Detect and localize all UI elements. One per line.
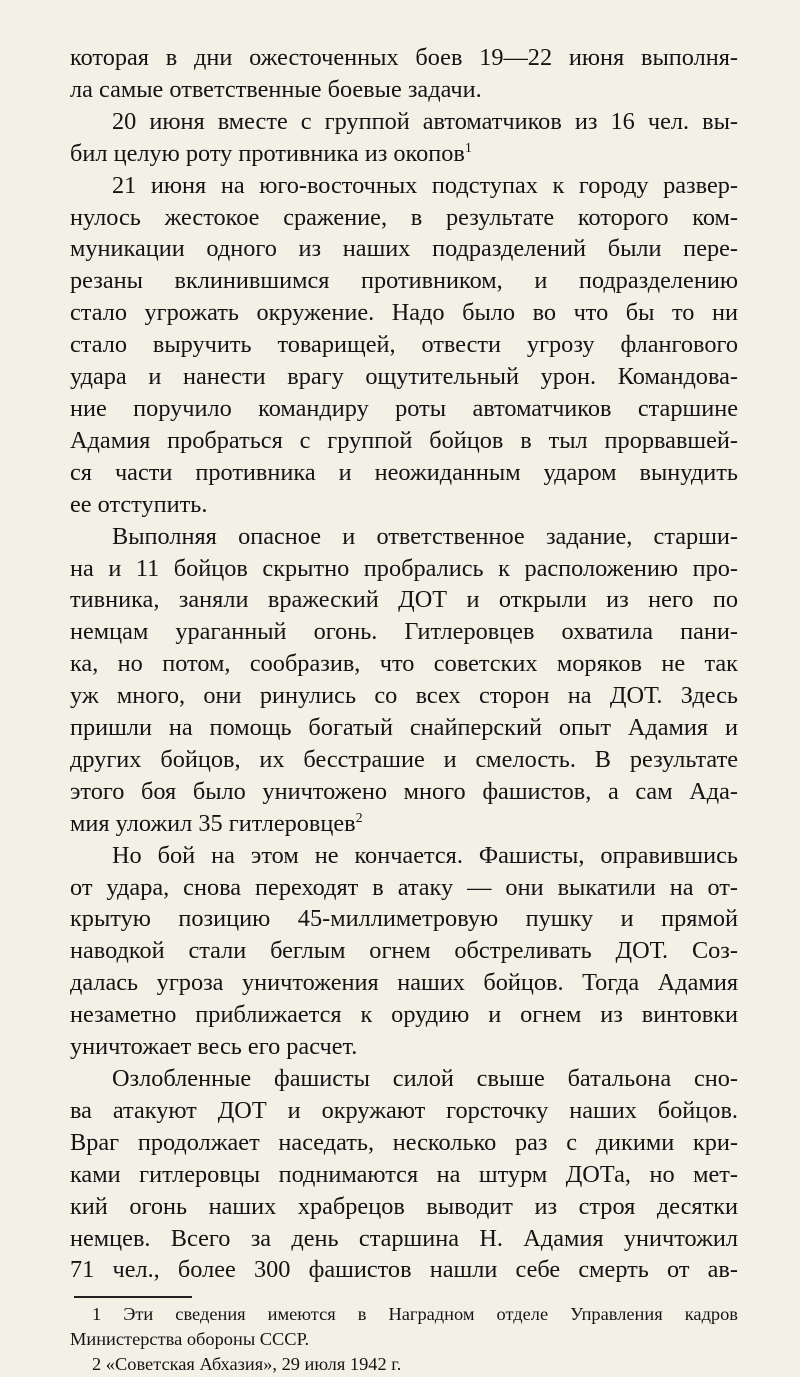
- body-line: [70, 648, 738, 680]
- text-line: крытую позицию 45-миллиметровую пушку и прямой: [70, 905, 738, 933]
- text-line: далась угроза уничтожения наших бойцов. Тогда Адамия: [70, 969, 738, 997]
- text-line: мия уложил 35 гитлеровцев: [70, 809, 356, 837]
- text-line: от удара, снова переходят в атаку — они выкатили на от-: [70, 873, 738, 901]
- text-line: муникации одного из наших подразделений были пере-: [70, 235, 738, 263]
- text-line: кий огонь наших храбрецов выводит из строя десятки: [70, 1192, 738, 1220]
- text-line: Озлобленные фашисты силой свыше батальона сно-: [112, 1065, 738, 1092]
- text-line: Враг продолжает наседать, несколько раз с дикими кри-: [70, 1128, 738, 1156]
- body-line: [70, 233, 738, 265]
- text-line: ла самые ответственные боевые задачи.: [70, 75, 482, 103]
- body-line: [70, 1031, 738, 1063]
- body-line: [70, 840, 738, 872]
- body-line: [70, 329, 738, 361]
- text-line: тивника, заняли вражеский ДОТ и открыли из него по: [70, 586, 738, 614]
- body-line: [70, 680, 738, 712]
- body-line: [70, 425, 738, 457]
- body-line: [70, 1159, 738, 1191]
- body-line: [70, 1127, 738, 1159]
- text-line: стало угрожать окружение. Надо было во что бы то ни: [70, 299, 738, 327]
- footnote-divider: [74, 1296, 192, 1298]
- text-line: этого боя было уничтожено много фашистов, а сам Ада-: [70, 777, 738, 805]
- body-line: [70, 106, 738, 138]
- body-line: [70, 967, 738, 999]
- footnote-marker: 1: [464, 139, 472, 156]
- body-line: [70, 202, 738, 234]
- footnote-line: [70, 1302, 738, 1327]
- footnotes: [70, 1302, 738, 1377]
- text-line: уж много, они ринулись со всех сторон на ДОТ. Здесь: [70, 682, 738, 710]
- text-line: ка, но потом, сообразив, что советских моряков не так: [70, 650, 738, 678]
- text-line: ся части противника и неожиданным ударом вынудить: [70, 458, 738, 486]
- body-line: [70, 1095, 738, 1127]
- text-line: немцам ураганный огонь. Гитлеровцев охватила пани-: [70, 618, 738, 646]
- body-line: [70, 265, 738, 297]
- body-line: [70, 808, 738, 840]
- body-line: [70, 903, 738, 935]
- text-line: уничтожает весь его расчет.: [70, 1033, 358, 1061]
- text-line: на и 11 бойцов скрытно пробрались к расположению про-: [70, 554, 738, 582]
- body-line: [70, 744, 738, 776]
- main-text: [70, 42, 738, 1286]
- text-line: 21 июня на юго-восточных подступах к городу развер-: [112, 171, 738, 199]
- body-line: [70, 616, 738, 648]
- text-line: 71 чел., более 300 фашистов нашли себе смерть от ав-: [70, 1256, 738, 1284]
- footnote-marker: 2: [355, 809, 363, 826]
- body-line: [70, 776, 738, 808]
- body-line: [70, 138, 738, 170]
- text-line: 1 Эти сведения имеются в Наградном отделе Управления кадров: [92, 1304, 738, 1325]
- footnote-line: [70, 1352, 738, 1377]
- body-line: [70, 999, 738, 1031]
- text-line: ва атакуют ДОТ и окружают горсточку наших бойцов.: [70, 1096, 738, 1124]
- text-line: нулось жестокое сражение, в результате которого ком-: [70, 203, 738, 231]
- text-line: 20 июня вместе с группой автоматчиков из 16 чел. вы-: [112, 107, 738, 135]
- body-line: [70, 170, 738, 202]
- body-line: [70, 712, 738, 744]
- text-line: стало выручить товарищей, отвести угрозу флангового: [70, 331, 738, 359]
- body-line: [70, 1254, 738, 1286]
- text-line: бил целую роту противника из окопов: [70, 139, 465, 167]
- body-line: [70, 393, 738, 425]
- text-line: Адамия пробраться с группой бойцов в тыл прорвавшей-: [70, 426, 738, 454]
- body-line: [70, 1223, 738, 1255]
- text-line: Выполняя опасное и ответственное задание, старши-: [112, 522, 738, 550]
- text-line: удара и нанести врагу ощутительный урон. Командова-: [70, 363, 738, 391]
- text-line: ками гитлеровцы поднимаются на штурм ДОТа, но мет-: [70, 1160, 738, 1188]
- footnote-line: [70, 1327, 738, 1352]
- text-line: которая в дни ожесточенных боев 19—22 июня выполня-: [70, 44, 738, 71]
- body-line: [70, 297, 738, 329]
- body-line: [70, 42, 738, 74]
- body-line: [70, 935, 738, 967]
- text-line: 2 «Советская Абхазия», 29 июля 1942 г.: [92, 1354, 402, 1375]
- text-line: других бойцов, их бесстрашие и смелость. В результате: [70, 745, 738, 773]
- text-line: немцев. Всего за день старшина Н. Адамия уничтожил: [70, 1224, 738, 1252]
- text-line: незаметно приближается к орудию и огнем из винтовки: [70, 1001, 738, 1029]
- body-line: [70, 553, 738, 585]
- text-line: пришли на помощь богатый снайперский опыт Адамия и: [70, 714, 738, 742]
- text-line: наводкой стали беглым огнем обстреливать ДОТ. Соз-: [70, 937, 738, 965]
- body-line: [70, 489, 738, 521]
- text-line: резаны вклинившимся противником, и подразделению: [70, 267, 738, 295]
- body-line: [70, 74, 738, 106]
- body-line: [70, 457, 738, 489]
- text-line: ние поручило командиру роты автоматчиков старшине: [70, 394, 738, 422]
- text-line: Министерства обороны СССР.: [70, 1329, 310, 1350]
- body-line: [70, 521, 738, 553]
- body-line: [70, 584, 738, 616]
- body-line: [70, 1191, 738, 1223]
- body-line: [70, 361, 738, 393]
- text-line: ее отступить.: [70, 490, 208, 518]
- body-line: [70, 1063, 738, 1095]
- text-line: Но бой на этом не кончается. Фашисты, оправившись: [112, 841, 738, 869]
- body-line: [70, 872, 738, 904]
